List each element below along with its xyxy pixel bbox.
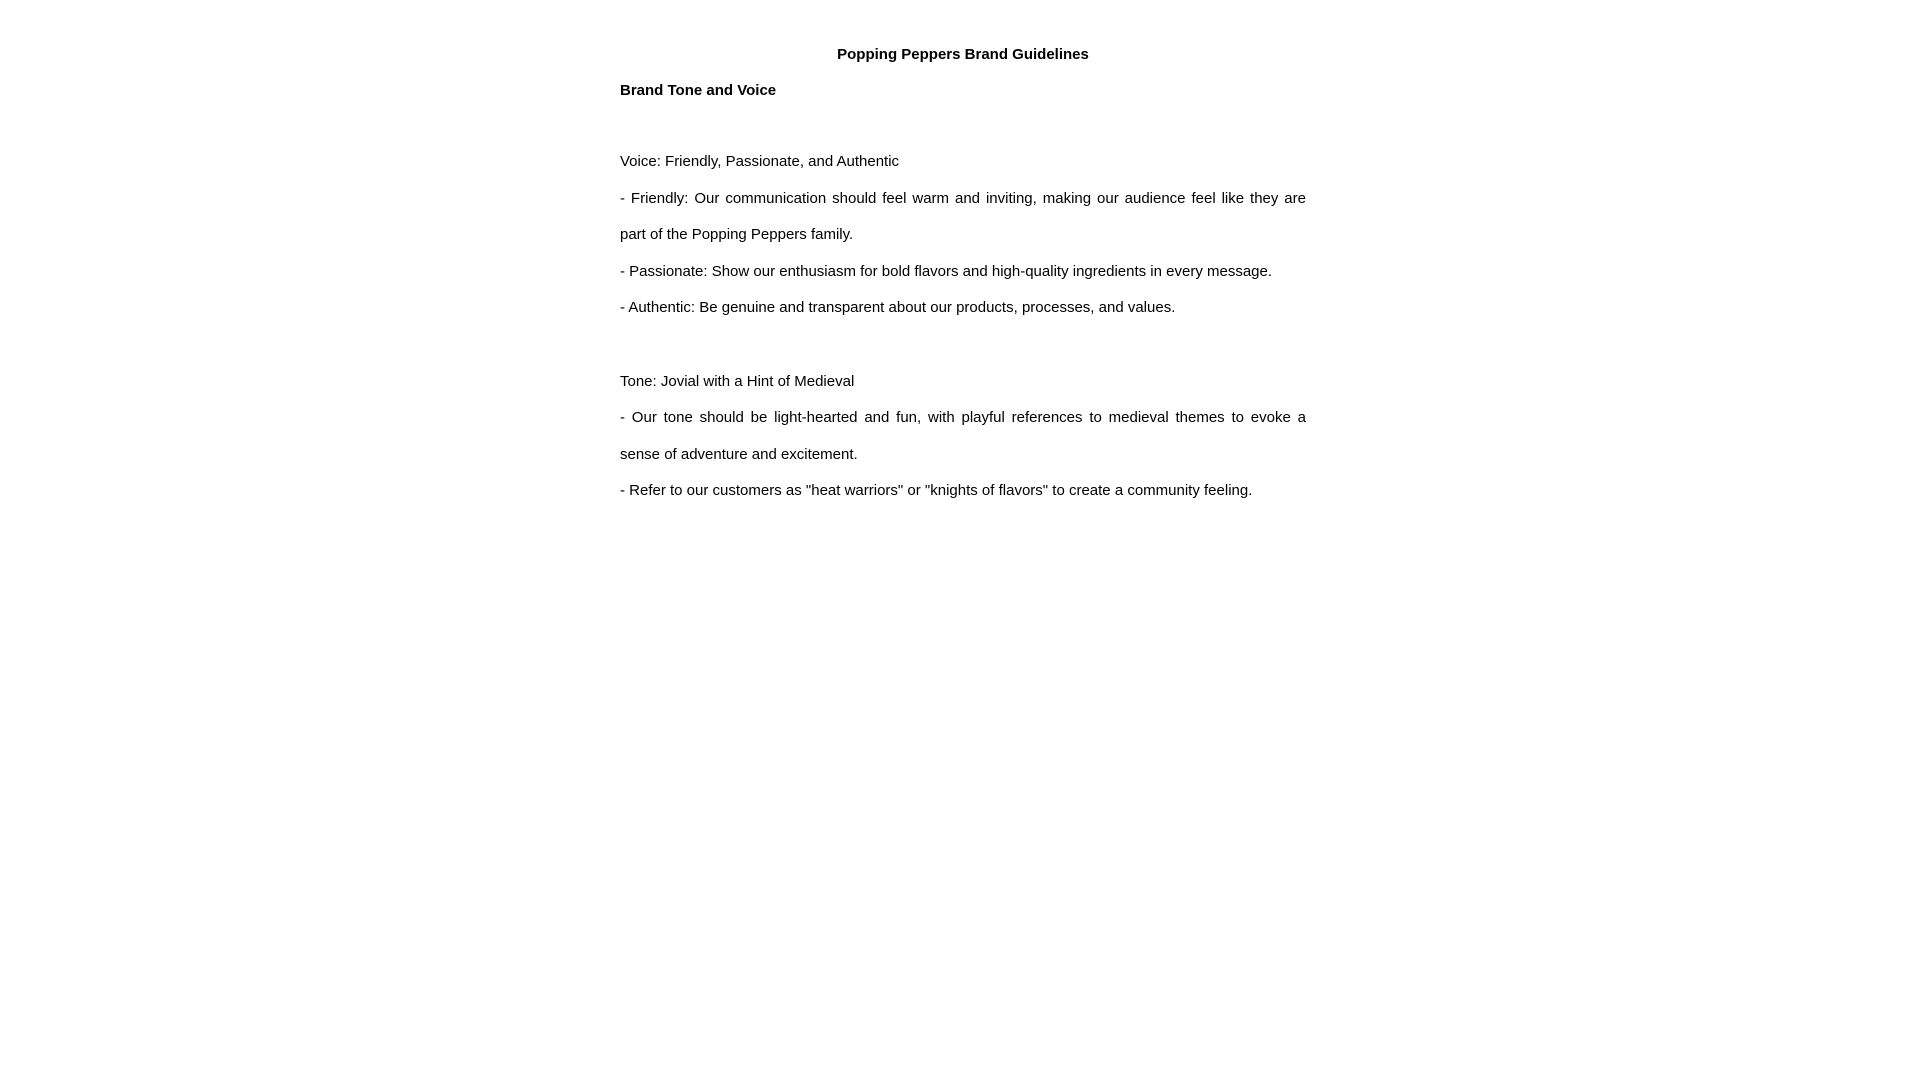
voice-item-friendly: - Friendly: Our communication should feel warm and inviting, making our audience feel like they are part of the Popping Peppers family. [620, 189, 1306, 244]
blank-line [620, 327, 1306, 364]
tone-item-lighthearted: - Our tone should be light-hearted and fun, with playful references to medieval themes to evoke a sense of adventure and excitement. [620, 409, 1306, 463]
tone-heading: Tone: Jovial with a Hint of Medieval [620, 372, 855, 390]
document-title: Popping Peppers Brand Guidelines [837, 46, 1089, 63]
tone-item-customers: - Refer to our customers as "heat warriors" or "knights of flavors" to create a community feeling. [620, 482, 1253, 500]
voice-item-passionate: - Passionate: Show our enthusiasm for bold flavors and high-quality ingredients in every message. [620, 262, 1273, 280]
voice-heading: Voice: Friendly, Passionate, and Authentic [620, 153, 900, 170]
section-heading: Brand Tone and Voice [620, 82, 777, 99]
document-body [620, 44, 1306, 510]
voice-item-authentic: - Authentic: Be genuine and transparent about our products, processes, and values. [620, 299, 1176, 317]
blank-space [620, 102, 1306, 144]
